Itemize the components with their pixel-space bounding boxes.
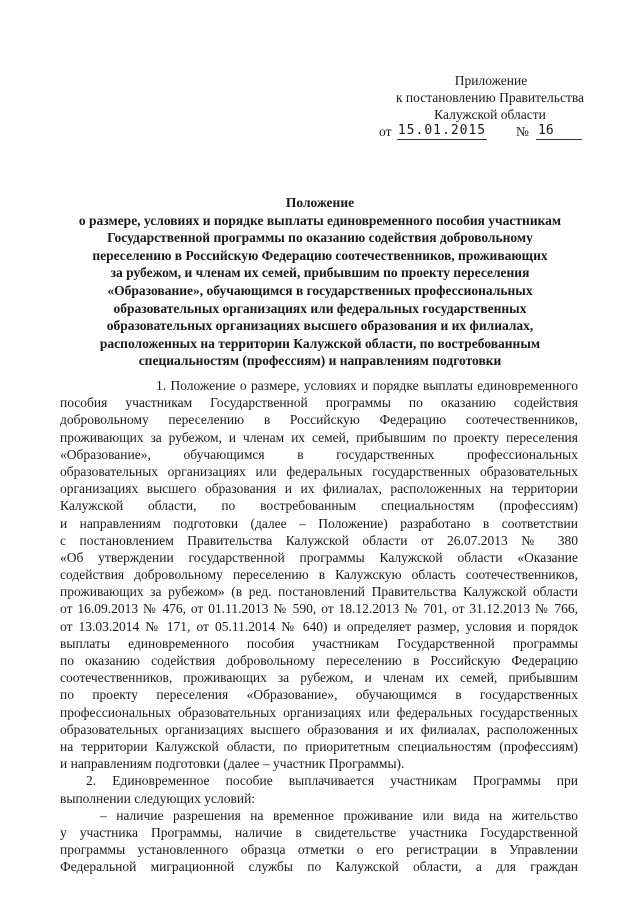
body-line: проживающих за рубежом» (в ред. постановлений Правительства Калужской области	[60, 584, 578, 600]
body-line: по оказанию содействия добровольному переселению в Российскую Федерацию	[60, 653, 578, 668]
document-title	[60, 194, 580, 370]
body-line: Федеральной миграционной службы по Калужской области, а для граждан	[60, 859, 578, 875]
number-prefix: №	[516, 124, 529, 139]
body-line: у участника Программы, наличие в свидетельстве участника Государственной	[60, 824, 578, 840]
body-line: 1. Положение о размере, условиях и порядке выплаты единовременного	[156, 378, 578, 393]
body-line: образовательных организациях или федеральных государственных образовательных	[60, 463, 578, 479]
body-line: организациях высшего образования и их филиалах, расположенных на территории	[60, 481, 578, 497]
body-line: образовательных организациях высшего образования и их филиалах, расположенных	[60, 721, 578, 737]
body-line: добровольному переселению в Российскую Федерацию соотечественников,	[60, 412, 578, 428]
title-line: о размере, условиях и порядке выплаты единовременного пособия участникам	[78, 212, 562, 228]
body-line: от 13.03.2014 № 171, от 05.11.2014 № 640) и определяет размер, условия и порядок	[60, 618, 578, 634]
body-line: соотечественников, проживающих за рубежом, и членам их семей, прибывшим	[60, 670, 578, 686]
body-line: выполнении следующих условий:	[60, 790, 256, 806]
body-line: содействия добровольному переселению в Калужскую область соотечественников,	[60, 567, 578, 583]
body-line: – наличие разрешения на временное проживание или вида на жительство	[100, 807, 578, 823]
resolution-number: 16	[536, 122, 582, 140]
title-heading: Положение	[285, 195, 355, 210]
body-line: программы установленного образца отметки о его регистрации в Управлении	[60, 842, 578, 858]
title-line: расположенных на территории Калужской области, по востребованным	[99, 335, 541, 351]
appendix-resolution: к постановлению Правительства	[395, 90, 585, 105]
body-line: по проекту переселения «Образование», обучающимся в государственных	[60, 687, 578, 703]
body-line: выплаты единовременного пособия участникам Государственной программы	[60, 635, 578, 651]
title-line: образовательных организациях высшего образования и их филиалах,	[106, 318, 534, 334]
title-line: «Образование», обучающимся в государственных профессиональных	[107, 282, 533, 298]
resolution-date: 15.01.2015	[397, 123, 487, 138]
body-line: на территории Калужской области, по приоритетным специальностям (профессиям)	[60, 738, 578, 754]
title-line: Государственной программы по оказанию содействия добровольному	[107, 230, 533, 246]
appendix-header	[360, 72, 620, 141]
body-line: «Образование», обучающимся в государственных профессиональных	[60, 446, 578, 462]
appendix-region: Калужской области	[434, 107, 546, 122]
appendix-date-line	[360, 123, 620, 141]
body-line: от 16.09.2013 № 476, от 01.11.2013 № 590, от 18.12.2013 № 701, от 31.12.2013 № 766,	[60, 601, 578, 617]
title-line: специальностям (профессиям) и направлениям подготовки	[138, 353, 502, 369]
date-prefix: от	[379, 124, 392, 139]
body-line: проживающих за рубежом, и членам их семей, прибывшим по проекту переселения	[60, 429, 578, 445]
body-line: и направлениям подготовки (далее – Положение) разработано в соответствии	[60, 515, 578, 531]
title-line: образовательных организациях или федеральных государственных	[113, 300, 527, 316]
title-line: за рубежом, и членам их семей, прибывшим по проекту переселения	[110, 265, 530, 281]
body-line: пособия участникам Государственной программы по оказанию содействия	[60, 395, 578, 411]
body-line: 2. Единовременное пособие выплачивается участникам Программы при	[86, 773, 578, 789]
title-line: переселению в Российскую Федерацию соотечественников, проживающих	[92, 247, 548, 263]
body-line: Калужской области, по востребованным специальностям (профессиям)	[60, 498, 578, 514]
appendix-label: Приложение	[454, 73, 528, 88]
body-line: и направлениям подготовки (далее – участник Программы).	[60, 756, 405, 772]
body-line: с постановлением Правительства Калужской области от 26.07.2013 № 380	[60, 532, 578, 548]
document-body	[60, 377, 578, 875]
body-line: «Об утверждении государственной программы Калужской области «Оказание	[60, 549, 578, 565]
body-line: профессиональных образовательных организациях или федеральных государственных	[60, 704, 578, 720]
